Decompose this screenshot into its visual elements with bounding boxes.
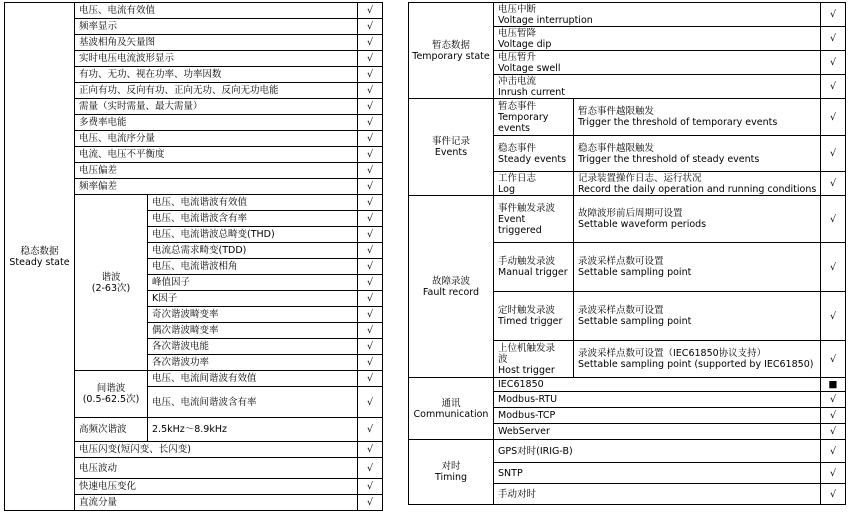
table-row: 通讯 Communication IEC61850 ■ xyxy=(409,378,846,392)
check-mark: √ xyxy=(358,355,383,371)
table-row: 奇次谐波畸变率 √ xyxy=(5,307,383,323)
table-row: 正向有功、反向有功、正向无功、反向无功电能 √ xyxy=(5,83,383,99)
table-row: 谐波 (2-63次) 电压、电流谐波有效值 √ xyxy=(5,195,383,211)
check-mark: √ xyxy=(821,51,846,75)
check-mark: √ xyxy=(358,458,383,479)
filled-square-mark: ■ xyxy=(821,378,846,392)
check-mark: √ xyxy=(821,75,846,99)
table-row: 频率显示 √ xyxy=(5,19,383,35)
table-row: 各次谐波电能 √ xyxy=(5,339,383,355)
interharmonic-category: 间谐波 (0.5-62.5次) xyxy=(75,371,148,418)
check-mark: √ xyxy=(821,292,846,341)
table-row: 手动对时 √ xyxy=(409,484,846,505)
check-mark: √ xyxy=(358,115,383,131)
check-mark: √ xyxy=(821,27,846,51)
table-row: 工作日志 Log 记录装置操作日志、运行状况 Record the daily operation and running conditions √ xyxy=(409,172,846,196)
check-mark: √ xyxy=(358,3,383,19)
check-mark: √ xyxy=(821,424,846,440)
timing-category: 对时 Timing xyxy=(409,440,494,505)
check-mark: √ xyxy=(358,479,383,495)
check-mark: √ xyxy=(821,392,846,408)
table-row: 各次谐波功率 √ xyxy=(5,355,383,371)
table-row: 事件记录 Events 暂态事件 Temporary events 暂态事件越限触发 Trigger the threshold of temporary events √ xyxy=(409,99,846,136)
check-mark: √ xyxy=(821,172,846,196)
table-row: Modbus-TCP √ xyxy=(409,408,846,424)
table-row: 实时电压电流波形显示 √ xyxy=(5,51,383,67)
table-row: 暂态数据 Temporary state 电压中断 Voltage interruption √ xyxy=(409,3,846,27)
check-mark: √ xyxy=(358,323,383,339)
check-mark: √ xyxy=(358,307,383,323)
check-mark: √ xyxy=(358,195,383,211)
table-row: 多费率电能 √ xyxy=(5,115,383,131)
events-category: 事件记录 Events xyxy=(409,99,494,196)
table-row: 快速电压变化 √ xyxy=(5,479,383,495)
table-row: SNTP √ xyxy=(409,463,846,484)
table-row: 电压暂降 Voltage dip √ xyxy=(409,27,846,51)
table-row: 电压暂升 Voltage swell √ xyxy=(409,51,846,75)
table-row: 频率偏差 √ xyxy=(5,179,383,195)
check-mark: √ xyxy=(821,3,846,27)
steady-state-category: 稳态数据 Steady state xyxy=(5,3,75,511)
check-mark: √ xyxy=(358,495,383,511)
check-mark: √ xyxy=(358,131,383,147)
check-mark: √ xyxy=(358,99,383,115)
check-mark: √ xyxy=(821,243,846,292)
check-mark: √ xyxy=(358,163,383,179)
check-mark: √ xyxy=(358,387,383,418)
check-mark: √ xyxy=(358,339,383,355)
check-mark: √ xyxy=(358,35,383,51)
table-row: 电流、电压不平衡度 √ xyxy=(5,147,383,163)
table-row: 直流分量 √ xyxy=(5,495,383,511)
table-row: 有功、无功、视在功率、功率因数 √ xyxy=(5,67,383,83)
check-mark: √ xyxy=(358,19,383,35)
table-row: 电压闪变(短闪变、长闪变) √ xyxy=(5,442,383,458)
check-mark: √ xyxy=(358,275,383,291)
check-mark: √ xyxy=(821,484,846,505)
check-mark: √ xyxy=(821,196,846,243)
table-row: 稳态事件 Steady events 稳态事件越限触发 Trigger the threshold of steady events √ xyxy=(409,136,846,172)
harmonic-category: 谐波 (2-63次) xyxy=(75,195,148,371)
check-mark: √ xyxy=(358,243,383,259)
table-row: K因子 √ xyxy=(5,291,383,307)
check-mark: √ xyxy=(358,67,383,83)
table-row: 电压波动 √ xyxy=(5,458,383,479)
table-row: 故障录波 Fault record 事件触发录波 Event triggered 故障波形前后周期可设置 Settable waveform periods √ xyxy=(409,196,846,243)
check-mark: √ xyxy=(358,291,383,307)
steady-state-table xyxy=(4,2,383,511)
table-row: 对时 Timing GPS对时(IRIG-B) √ xyxy=(409,440,846,463)
table-row: 电压、电流谐波总畸变(THD) √ xyxy=(5,227,383,243)
table-row: 电压、电流序分量 √ xyxy=(5,131,383,147)
features-table xyxy=(408,2,846,505)
check-mark: √ xyxy=(358,211,383,227)
communication-category: 通讯 Communication xyxy=(409,378,494,440)
table-row: Modbus-RTU √ xyxy=(409,392,846,408)
table-row: 手动触发录波 Manual trigger 录波采样点数可设置 Settable sampling point √ xyxy=(409,243,846,292)
check-mark: √ xyxy=(358,259,383,275)
table-row: 峰值因子 √ xyxy=(5,275,383,291)
table-row: 间谐波 (0.5-62.5次) 电压、电流间谐波有效值 √ xyxy=(5,371,383,387)
table-row: 电压偏差 √ xyxy=(5,163,383,179)
table-row: 稳态数据 Steady state 电压、电流有效值 √ xyxy=(5,3,383,19)
table-row: 电流总需求畸变(TDD) √ xyxy=(5,243,383,259)
table-row: 电压、电流谐波相角 √ xyxy=(5,259,383,275)
table-row: 定时触发录波 Timed trigger 录波采样点数可设置 Settable sampling point √ xyxy=(409,292,846,341)
check-mark: √ xyxy=(821,408,846,424)
fault-record-category: 故障录波 Fault record xyxy=(409,196,494,378)
check-mark: √ xyxy=(358,227,383,243)
table-row: 需量（实时需量、最大需量） √ xyxy=(5,99,383,115)
check-mark: √ xyxy=(358,147,383,163)
table-row: 偶次谐波畸变率 √ xyxy=(5,323,383,339)
check-mark: √ xyxy=(821,463,846,484)
table-row: 基波相角及矢量图 √ xyxy=(5,35,383,51)
check-mark: √ xyxy=(821,99,846,136)
check-mark: √ xyxy=(358,179,383,195)
check-mark: √ xyxy=(358,51,383,67)
check-mark: √ xyxy=(821,341,846,378)
table-row: 电压、电流间谐波含有率 √ xyxy=(5,387,383,418)
table-row: 冲击电流 Inrush current √ xyxy=(409,75,846,99)
table-row: 高频次谐波 2.5kHz～8.9kHz √ xyxy=(5,418,383,442)
table-row: 电压、电流谐波含有率 √ xyxy=(5,211,383,227)
check-mark: √ xyxy=(358,371,383,387)
table-row: WebServer √ xyxy=(409,424,846,440)
check-mark: √ xyxy=(358,418,383,442)
check-mark: √ xyxy=(358,442,383,458)
check-mark: √ xyxy=(821,136,846,172)
check-mark: √ xyxy=(358,83,383,99)
table-row: 上位机触发录 波 Host trigger 录波采样点数可设置（IEC61850协议支持） Settable sampling point (supported by IEC61850) √ xyxy=(409,341,846,378)
temporary-state-category: 暂态数据 Temporary state xyxy=(409,3,494,99)
check-mark: √ xyxy=(821,440,846,463)
